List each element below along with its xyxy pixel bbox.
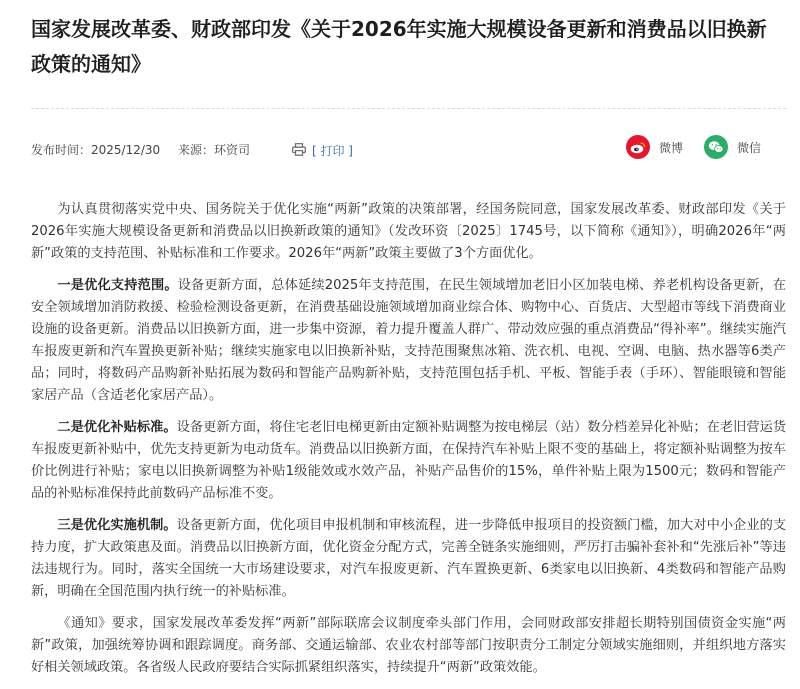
print-button[interactable] [292, 140, 353, 160]
paragraph-scope-body: 设备更新方面，总体延续2025年支持范围，在民生领域增加老旧小区加装电梯、养老机构设备更新，在安全领域增加消防救援、检验检测设备更新，在消费基础设施领域增加商业综合体、购物中心、百货店、大型超市等线下消费商业设施的设备更新。消费品以旧换新方面，进一步集中资源，着力提升覆盖人群广、带动效应强的重点消费品“得补率”。继续实施汽车报废更新和汽车置换更新补贴；继续实施家电以旧换新补贴，支持范围聚焦冰箱、洗衣机、电视、空调、电脑、热水器等6类产品；同时，将数码产品购新补贴拓展为数码和智能产品购新补贴，支持范围包括手机、平板、智能手表（手环）、智能眼镜和智能家居产品（含适老化家居产品）。 [31, 278, 786, 403]
title-divider [31, 108, 786, 109]
source-label: 来源：环资司 [178, 143, 251, 157]
paragraph-intro: 为认真贯彻落实党中央、国务院关于优化实施“两新”政策的决策部署，经国务院同意，国家发展改革委、财政部印发《关于2026年实施大规模设备更新和消费品以旧换新政策的通知》（发改环资〔2025〕1745号，以下简称《通知》），明确2026年“两新”政策的支持范围、补贴标准和工作要求。2026年“两新”政策主要做了3个方面优化。 [31, 202, 786, 261]
share-weibo-button[interactable] [626, 134, 683, 160]
paragraph-standard-lead: 二是优化补贴标准。 [57, 420, 177, 435]
paragraph-mechanism-lead: 三是优化实施机制。 [57, 518, 177, 533]
weibo-icon [626, 135, 650, 159]
weibo-label: 微博 [659, 140, 684, 155]
paragraph-standard [31, 417, 786, 505]
wechat-icon [704, 135, 728, 159]
paragraph-requirements: 《通知》要求，国家发展改革委发挥“两新”部际联席会议制度牵头部门作用，会同财政部安排超长期特别国债资金实施“两新”政策，加强统筹协调和跟踪调度。商务部、交通运输部、农业农村部等部门按职责分工制定分领域实施细则，并组织地方落实好相关领域政策。各省级人民政府要结合实际抓紧组织落实，持续提升“两新”政策效能。 [31, 616, 786, 675]
share-wechat-button[interactable] [704, 134, 761, 160]
publish-time: 发布时间：2025/12/30 [31, 143, 161, 157]
printer-icon [292, 141, 306, 160]
article-body [31, 199, 786, 689]
print-label: [ 打印 ] [312, 143, 353, 158]
paragraph-scope-lead: 一是优化支持范围。 [57, 278, 178, 293]
article-title: 国家发展改革委、财政部印发《关于2026年实施大规模设备更新和消费品以旧换新政策的通知》 [31, 17, 767, 76]
paragraph-mechanism-body: 设备更新方面，优化项目申报机制和审核流程，进一步降低申报项目的投资额门槛，加大对中小企业的支持力度，扩大政策惠及面。消费品以旧换新方面，优化资金分配方式，完善全链条实施细则，严厉打击骗补套补和“先涨后补”等违法违规行为。同时，落实全国统一大市场建设要求，对汽车报废更新、汽车置换更新、6类家电以旧换新、4类数码和智能产品购新，明确在全国范围内执行统一的补贴标准。 [31, 518, 787, 599]
paragraph-standard-body: 设备更新方面，将住宅老旧电梯更新由定额补贴调整为按电梯层（站）数分档差异化补贴；在老旧营运货车报废更新补贴中，优先支持更新为电动货车。消费品以旧换新方面，在保持汽车补贴上限不变的基础上，将定额补贴调整为按车价比例进行补贴；家电以旧换新调整为补贴1级能效或水效产品，补贴产品售价的15%，单件补贴上限为1500元；数码和智能产品的补贴标准保持此前数码产品标准不变。 [31, 420, 787, 501]
paragraph-scope [31, 275, 786, 407]
paragraph-mechanism [31, 515, 786, 603]
wechat-label: 微信 [737, 140, 762, 155]
